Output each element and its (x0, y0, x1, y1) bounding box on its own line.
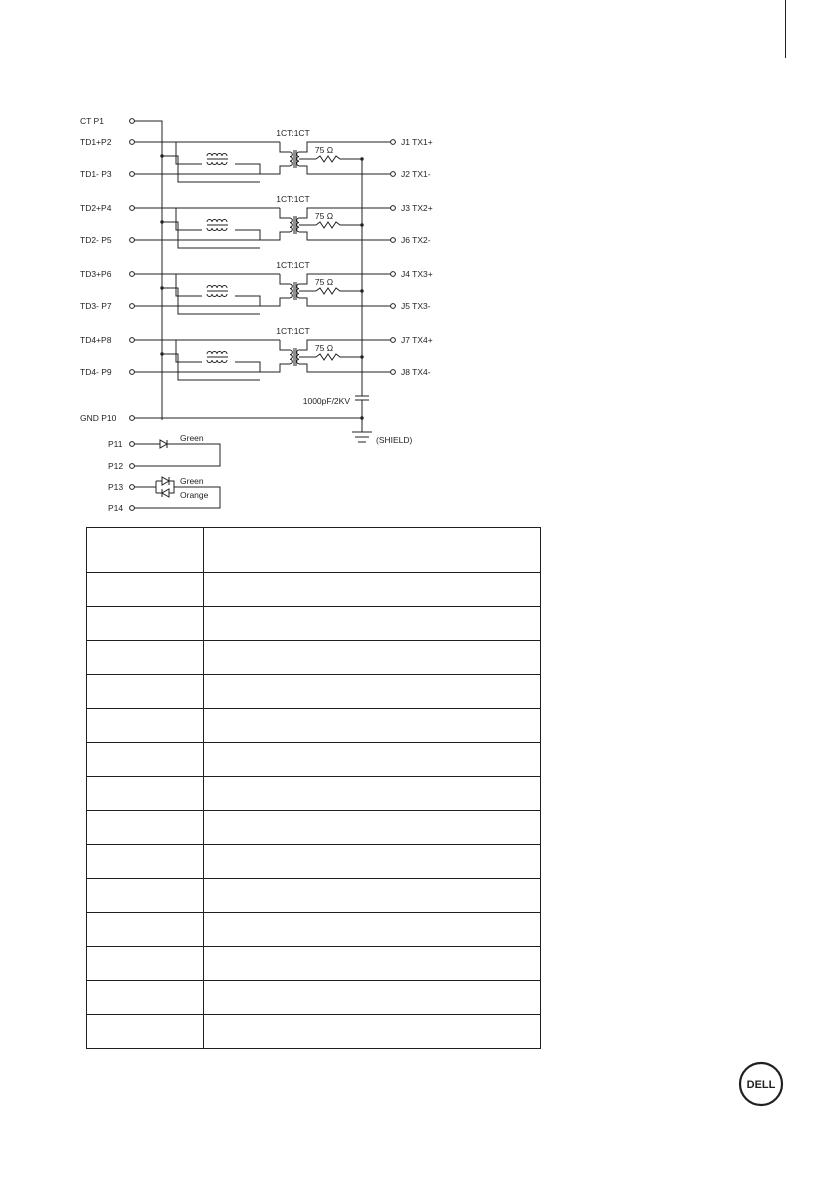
choke-coil (217, 286, 222, 289)
secondary-line (299, 364, 391, 372)
table-cell (87, 777, 204, 811)
terminal-dot (391, 172, 396, 177)
table-header-cell (204, 528, 541, 573)
left-pin-label: TD2- P5 (80, 235, 112, 245)
right-pin-label: J2 TX1- (401, 169, 431, 179)
left-pin-label: TD4- P9 (80, 367, 112, 377)
right-pin-label: J1 TX1+ (401, 137, 433, 147)
choke-coil (212, 286, 217, 289)
resistor-75-ohm (316, 288, 362, 294)
table-header-cell (87, 528, 204, 573)
return-line (162, 156, 260, 182)
xfmr-lead (260, 232, 290, 240)
choke-coil (212, 162, 217, 165)
led-wire (169, 481, 174, 493)
xfmr-coil (290, 218, 292, 223)
right-pin-label: J3 TX2+ (401, 203, 433, 213)
terminal-dot (130, 140, 135, 145)
resistor-label: 75 Ω (314, 343, 334, 353)
xfmr-lead (280, 274, 290, 284)
xfmr-lead (260, 298, 290, 306)
led-pin-label: P11 (108, 439, 123, 449)
xfmr-lead (280, 340, 290, 350)
table-row (87, 845, 541, 879)
terminal-dot (391, 272, 396, 277)
table-cell (204, 777, 541, 811)
table-cell (204, 879, 541, 913)
transformer-label: 1CT:1CT (276, 326, 310, 336)
page-edge-rule (785, 0, 786, 58)
left-pin-label: TD2+P4 (80, 203, 112, 213)
xfmr-coil (290, 223, 292, 228)
table-cell (204, 1015, 541, 1049)
choke-coil (222, 360, 227, 363)
xfmr-coil (297, 284, 299, 289)
choke-coil (222, 220, 227, 223)
choke-coil (207, 162, 212, 165)
left-pin-label: TD4+P8 (80, 335, 112, 345)
left-pin-label: TD3+P6 (80, 269, 112, 279)
terminal-dot (130, 485, 135, 490)
led-diode-green (160, 440, 167, 448)
xfmr-coil (290, 157, 292, 162)
table-row (87, 709, 541, 743)
terminal-dot (130, 119, 135, 124)
right-pin-label: J8 TX4- (401, 367, 431, 377)
table-cell (87, 981, 204, 1015)
terminal-dot (130, 206, 135, 211)
table-cell (204, 981, 541, 1015)
pin-table (86, 527, 541, 1049)
led-color-label: Green (180, 433, 204, 443)
terminal-dot (130, 238, 135, 243)
table-cell (87, 607, 204, 641)
secondary-line (299, 298, 391, 306)
terminal-dot (391, 206, 396, 211)
table-row (87, 743, 541, 777)
table-cell (204, 947, 541, 981)
choke-coil (222, 286, 227, 289)
led-pin-label: P14 (108, 503, 124, 513)
right-pin-label: J4 TX3+ (401, 269, 433, 279)
table-cell (204, 709, 541, 743)
table-cell (204, 607, 541, 641)
resistor-label: 75 Ω (314, 211, 334, 221)
choke-coil (212, 228, 217, 231)
led-pin-label: P12 (108, 461, 124, 471)
secondary-line (299, 166, 391, 174)
choke-lead (235, 164, 260, 174)
table-cell (204, 641, 541, 675)
xfmr-coil (297, 227, 299, 232)
right-pin-label: J5 TX3- (401, 301, 431, 311)
choke-coil (217, 162, 222, 165)
return-line (162, 354, 260, 380)
choke-lead (235, 296, 260, 306)
terminal-dot (130, 304, 135, 309)
table-row (87, 947, 541, 981)
led-color-label: Orange (180, 490, 209, 500)
left-pin-label: TD3- P7 (80, 301, 112, 311)
table-cell (87, 811, 204, 845)
table-row (87, 1015, 541, 1049)
terminal-dot (130, 442, 135, 447)
resistor-75-ohm (316, 354, 362, 360)
right-pin-label: J6 TX2- (401, 235, 431, 245)
xfmr-coil (297, 293, 299, 298)
xfmr-coil (290, 293, 292, 298)
junction-dot (360, 416, 363, 419)
xfmr-coil (290, 289, 292, 294)
table-row (87, 811, 541, 845)
table-row (87, 607, 541, 641)
table-cell (87, 1015, 204, 1049)
table-cell (87, 879, 204, 913)
choke-coil (207, 294, 212, 297)
choke-coil (222, 294, 227, 297)
table-cell (87, 573, 204, 607)
choke-coil (207, 286, 212, 289)
choke-coil (217, 220, 222, 223)
terminal-dot (391, 238, 396, 243)
capacitor-label: 1000pF/2KV (302, 396, 350, 406)
table-header-row (87, 528, 541, 573)
return-line (162, 288, 260, 314)
transformer-label: 1CT:1CT (276, 260, 310, 270)
table-cell (87, 641, 204, 675)
left-pin-label: CT P1 (80, 116, 104, 126)
choke-coil (207, 228, 212, 231)
choke-lead (176, 142, 202, 164)
choke-coil (212, 220, 217, 223)
table-row (87, 777, 541, 811)
choke-coil (207, 360, 212, 363)
dell-logo (738, 1061, 784, 1107)
resistor-75-ohm (316, 156, 362, 162)
xfmr-coil (297, 218, 299, 223)
led-pin-label: P13 (108, 482, 124, 492)
transformer-label: 1CT:1CT (276, 194, 310, 204)
xfmr-coil (290, 359, 292, 364)
terminal-dot (130, 370, 135, 375)
right-pin-label: J7 TX4+ (401, 335, 433, 345)
xfmr-lead (260, 364, 290, 372)
secondary-line (299, 142, 391, 152)
left-pin-label: TD1+P2 (80, 137, 112, 147)
ct-bus (134, 121, 162, 420)
shield-label: (SHIELD) (376, 435, 413, 445)
led-wire (134, 444, 220, 466)
choke-coil (222, 162, 227, 165)
table-cell (204, 845, 541, 879)
choke-coil (217, 228, 222, 231)
xfmr-coil (297, 161, 299, 166)
choke-lead (235, 362, 260, 372)
terminal-dot (130, 172, 135, 177)
led-diode-orange (162, 489, 169, 497)
xfmr-coil (290, 161, 292, 166)
xfmr-coil (297, 157, 299, 162)
table-cell (87, 913, 204, 947)
choke-coil (212, 352, 217, 355)
terminal-dot (391, 338, 396, 343)
table-cell (87, 743, 204, 777)
secondary-line (299, 232, 391, 240)
rj45-schematic (80, 110, 440, 520)
choke-lead (176, 208, 202, 230)
choke-lead (176, 340, 202, 362)
transformer-label: 1CT:1CT (276, 128, 310, 138)
secondary-line (299, 340, 391, 350)
left-pin-label: TD1- P3 (80, 169, 112, 179)
xfmr-coil (297, 350, 299, 355)
led-color-label: Green (180, 476, 204, 486)
table-row (87, 641, 541, 675)
choke-coil (207, 352, 212, 355)
choke-coil (222, 352, 227, 355)
xfmr-coil (290, 284, 292, 289)
xfmr-coil (297, 355, 299, 360)
dell-logo-text: DELL (746, 1079, 776, 1091)
xfmr-coil (297, 152, 299, 157)
terminal-dot (130, 338, 135, 343)
secondary-line (299, 208, 391, 218)
table-row (87, 879, 541, 913)
gnd-pin-label: GND P10 (80, 413, 117, 423)
xfmr-lead (280, 208, 290, 218)
xfmr-coil (290, 355, 292, 360)
xfmr-coil (290, 152, 292, 157)
table-cell (87, 675, 204, 709)
choke-coil (217, 360, 222, 363)
table-cell (204, 675, 541, 709)
xfmr-coil (290, 227, 292, 232)
choke-coil (217, 294, 222, 297)
choke-coil (217, 154, 222, 157)
choke-coil (207, 154, 212, 157)
choke-coil (212, 154, 217, 157)
choke-coil (222, 228, 227, 231)
table-row (87, 675, 541, 709)
led-diode-green (162, 477, 169, 485)
choke-coil (212, 294, 217, 297)
resistor-label: 75 Ω (314, 277, 334, 287)
resistor-label: 75 Ω (314, 145, 334, 155)
terminal-dot (130, 272, 135, 277)
table-row (87, 913, 541, 947)
terminal-dot (391, 370, 396, 375)
resistor-75-ohm (316, 222, 362, 228)
xfmr-coil (297, 359, 299, 364)
table-cell (204, 743, 541, 777)
table-row (87, 981, 541, 1015)
table-cell (204, 913, 541, 947)
table-cell (204, 573, 541, 607)
terminal-dot (130, 506, 135, 511)
terminal-dot (391, 304, 396, 309)
table-cell (204, 811, 541, 845)
terminal-dot (391, 140, 396, 145)
secondary-line (299, 274, 391, 284)
choke-coil (222, 154, 227, 157)
xfmr-coil (290, 350, 292, 355)
xfmr-lead (280, 142, 290, 152)
choke-coil (217, 352, 222, 355)
return-line (162, 222, 260, 248)
xfmr-coil (297, 289, 299, 294)
table-cell (87, 947, 204, 981)
xfmr-coil (297, 223, 299, 228)
xfmr-lead (260, 166, 290, 174)
terminal-dot (130, 416, 135, 421)
table-cell (87, 845, 204, 879)
terminal-dot (130, 464, 135, 469)
choke-lead (235, 230, 260, 240)
choke-coil (212, 360, 217, 363)
table-row (87, 573, 541, 607)
table-cell (87, 709, 204, 743)
choke-coil (207, 220, 212, 223)
choke-lead (176, 274, 202, 296)
